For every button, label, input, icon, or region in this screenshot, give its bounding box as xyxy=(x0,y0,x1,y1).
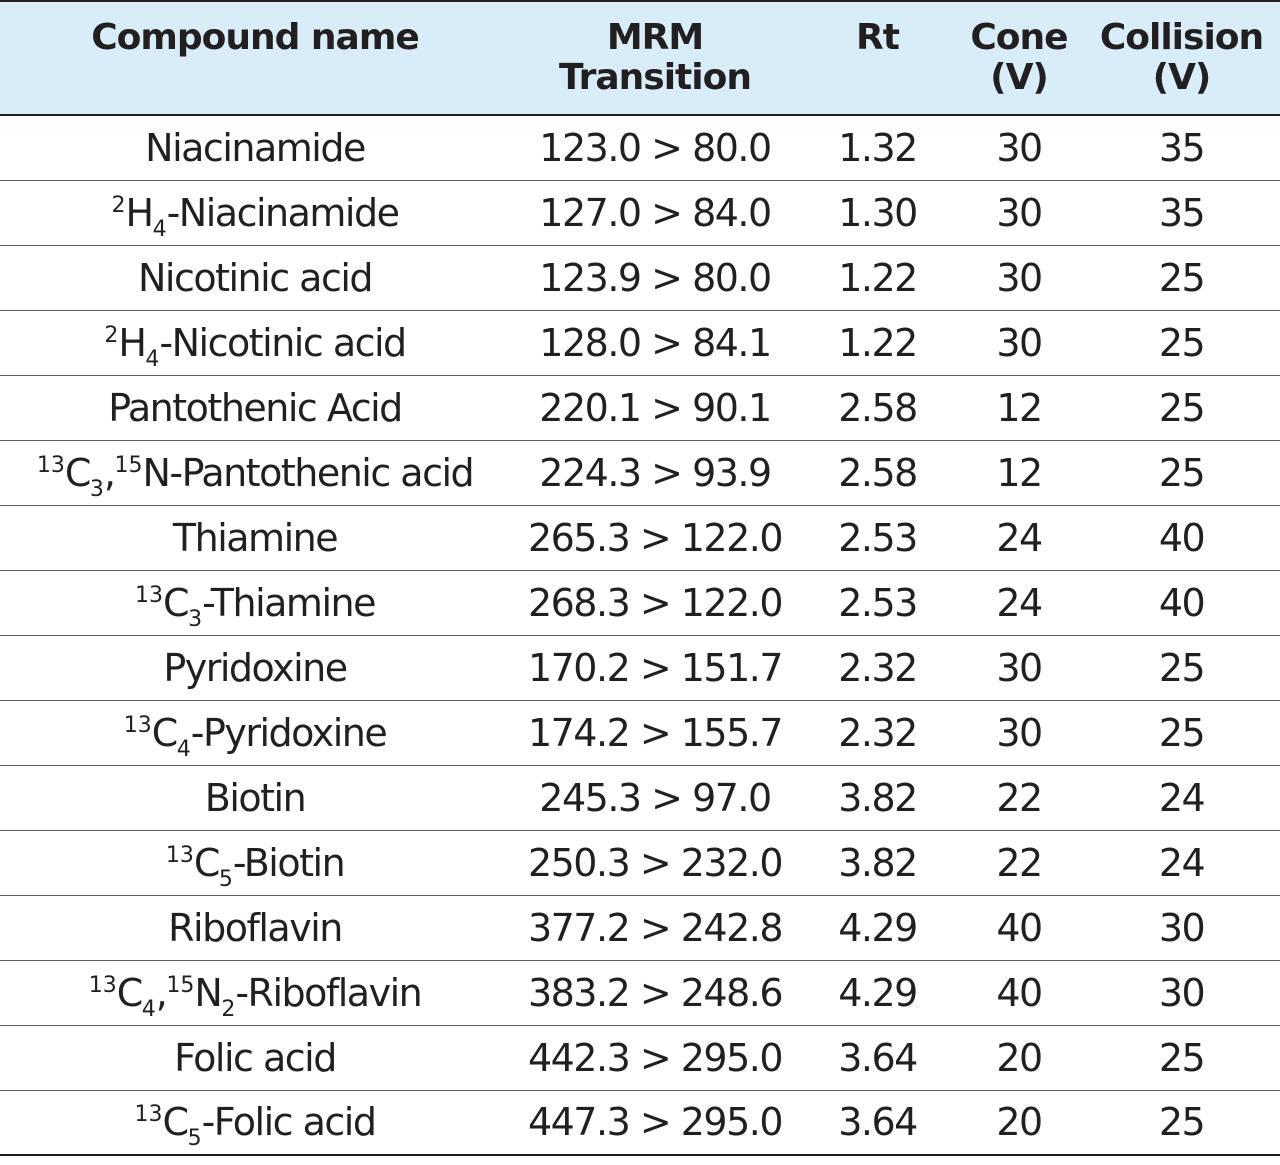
cell-cone-voltage: 30 xyxy=(955,115,1083,180)
compound-name-text: Folic acid xyxy=(174,1035,336,1080)
header-collision-line1: Collision xyxy=(1099,17,1264,58)
cell-compound-name xyxy=(0,960,510,1025)
cell-compound-name xyxy=(0,180,510,245)
compound-name-text: Niacinamide xyxy=(145,125,365,170)
cell-rt: 2.53 xyxy=(800,505,955,570)
atom-count-subscript: 5 xyxy=(218,866,233,892)
compound-name-text: C xyxy=(163,580,189,625)
cell-cone-voltage: 22 xyxy=(955,830,1083,895)
cell-rt: 2.53 xyxy=(800,570,955,635)
cell-cone-voltage: 30 xyxy=(955,635,1083,700)
atom-count-subscript: 4 xyxy=(141,996,156,1022)
compound-name-text: C xyxy=(151,710,177,755)
isotope-superscript: 13 xyxy=(123,712,152,738)
cell-mrm-transition: 123.9 > 80.0 xyxy=(510,245,800,310)
header-cone-voltage xyxy=(955,1,1083,115)
atom-count-subscript: 4 xyxy=(145,346,160,372)
cell-mrm-transition: 447.3 > 295.0 xyxy=(510,1090,800,1155)
cell-rt: 3.82 xyxy=(800,830,955,895)
cell-compound-name xyxy=(0,440,510,505)
compound-name-text: Thiamine xyxy=(172,515,338,560)
cell-mrm-transition: 170.2 > 151.7 xyxy=(510,635,800,700)
cell-mrm-transition: 127.0 > 84.0 xyxy=(510,180,800,245)
cell-mrm-transition: 245.3 > 97.0 xyxy=(510,765,800,830)
cell-rt: 1.22 xyxy=(800,245,955,310)
compound-name-text: Biotin xyxy=(204,775,306,820)
compound-name-text: -Nicotinic acid xyxy=(159,320,406,365)
table-row xyxy=(0,115,1280,180)
header-compound-name: Compound name xyxy=(0,1,510,115)
compound-name-text: C xyxy=(116,970,142,1015)
compound-name-text: -Niacinamide xyxy=(166,190,399,235)
compound-name-text: C xyxy=(162,1100,188,1145)
cell-mrm-transition: 377.2 > 242.8 xyxy=(510,895,800,960)
isotope-superscript: 15 xyxy=(166,972,195,998)
cell-compound-name xyxy=(0,1090,510,1155)
cell-compound-name xyxy=(0,700,510,765)
cell-compound-name xyxy=(0,570,510,635)
cell-rt: 4.29 xyxy=(800,960,955,1025)
cell-cone-voltage: 30 xyxy=(955,700,1083,765)
cell-collision-voltage: 25 xyxy=(1083,700,1280,765)
table-row xyxy=(0,895,1280,960)
cell-compound-name xyxy=(0,245,510,310)
table-row xyxy=(0,570,1280,635)
cell-cone-voltage: 22 xyxy=(955,765,1083,830)
cell-rt: 1.30 xyxy=(800,180,955,245)
compound-name-text: H xyxy=(118,320,146,365)
cell-collision-voltage: 25 xyxy=(1083,245,1280,310)
header-cone-line1: Cone xyxy=(970,17,1068,58)
cell-compound-name xyxy=(0,375,510,440)
cell-compound-name xyxy=(0,1025,510,1090)
cell-compound-name xyxy=(0,895,510,960)
compound-name-text: Pyridoxine xyxy=(163,645,347,690)
cell-rt: 2.32 xyxy=(800,635,955,700)
compound-name-text: , xyxy=(103,450,115,495)
compound-name-text: N-Pantothenic acid xyxy=(142,450,474,495)
cell-compound-name xyxy=(0,115,510,180)
cell-rt: 2.58 xyxy=(800,440,955,505)
cell-compound-name xyxy=(0,505,510,570)
isotope-superscript: 15 xyxy=(114,452,143,478)
compound-name-text: -Pyridoxine xyxy=(190,710,387,755)
table-row xyxy=(0,505,1280,570)
cell-compound-name xyxy=(0,635,510,700)
cell-rt: 2.32 xyxy=(800,700,955,765)
isotope-superscript: 2 xyxy=(104,322,119,348)
table-row xyxy=(0,180,1280,245)
compound-name-text: -Riboflavin xyxy=(235,970,422,1015)
table-row xyxy=(0,960,1280,1025)
cell-collision-voltage: 40 xyxy=(1083,570,1280,635)
isotope-superscript: 13 xyxy=(88,972,117,998)
cell-collision-voltage: 40 xyxy=(1083,505,1280,570)
isotope-superscript: 13 xyxy=(165,842,194,868)
table-row xyxy=(0,440,1280,505)
table-row xyxy=(0,1025,1280,1090)
cell-rt: 4.29 xyxy=(800,895,955,960)
cell-collision-voltage: 35 xyxy=(1083,115,1280,180)
header-row xyxy=(0,1,1280,115)
cell-collision-voltage: 25 xyxy=(1083,375,1280,440)
cell-rt: 3.64 xyxy=(800,1025,955,1090)
atom-count-subscript: 2 xyxy=(221,996,236,1022)
compound-name-text: -Biotin xyxy=(232,840,345,885)
header-cone-line2: (V) xyxy=(990,57,1048,98)
compound-name-text: Pantothenic Acid xyxy=(108,385,402,430)
table-row xyxy=(0,700,1280,765)
cell-mrm-transition: 174.2 > 155.7 xyxy=(510,700,800,765)
cell-rt: 1.32 xyxy=(800,115,955,180)
cell-collision-voltage: 30 xyxy=(1083,895,1280,960)
table-row xyxy=(0,1090,1280,1155)
cell-collision-voltage: 25 xyxy=(1083,310,1280,375)
cell-collision-voltage: 35 xyxy=(1083,180,1280,245)
cell-cone-voltage: 20 xyxy=(955,1090,1083,1155)
cell-mrm-transition: 268.3 > 122.0 xyxy=(510,570,800,635)
compound-name-text: -Thiamine xyxy=(202,580,375,625)
cell-cone-voltage: 40 xyxy=(955,895,1083,960)
cell-rt: 3.82 xyxy=(800,765,955,830)
header-collision-voltage xyxy=(1083,1,1280,115)
header-rt: Rt xyxy=(800,1,955,115)
compound-name-text: C xyxy=(193,840,219,885)
header-collision-line2: (V) xyxy=(1152,57,1211,98)
table-row xyxy=(0,830,1280,895)
isotope-superscript: 13 xyxy=(135,582,164,608)
cell-mrm-transition: 128.0 > 84.1 xyxy=(510,310,800,375)
header-mrm-transition: MRM Transition xyxy=(510,1,800,115)
isotope-superscript: 13 xyxy=(134,1102,163,1128)
cell-cone-voltage: 30 xyxy=(955,180,1083,245)
isotope-superscript: 2 xyxy=(111,192,126,218)
table-row xyxy=(0,310,1280,375)
cell-cone-voltage: 12 xyxy=(955,440,1083,505)
cell-collision-voltage: 24 xyxy=(1083,830,1280,895)
compound-name-text: H xyxy=(125,190,153,235)
cell-cone-voltage: 30 xyxy=(955,310,1083,375)
cell-mrm-transition: 220.1 > 90.1 xyxy=(510,375,800,440)
cell-compound-name xyxy=(0,765,510,830)
cell-mrm-transition: 442.3 > 295.0 xyxy=(510,1025,800,1090)
cell-mrm-transition: 383.2 > 248.6 xyxy=(510,960,800,1025)
cell-cone-voltage: 20 xyxy=(955,1025,1083,1090)
cell-cone-voltage: 24 xyxy=(955,505,1083,570)
cell-mrm-transition: 224.3 > 93.9 xyxy=(510,440,800,505)
cell-mrm-transition: 250.3 > 232.0 xyxy=(510,830,800,895)
cell-collision-voltage: 25 xyxy=(1083,635,1280,700)
cell-collision-voltage: 25 xyxy=(1083,1025,1280,1090)
cell-rt: 3.64 xyxy=(800,1090,955,1155)
cell-mrm-transition: 123.0 > 80.0 xyxy=(510,115,800,180)
atom-count-subscript: 5 xyxy=(187,1126,202,1152)
compound-name-text: Riboflavin xyxy=(168,905,342,950)
cell-cone-voltage: 40 xyxy=(955,960,1083,1025)
atom-count-subscript: 4 xyxy=(152,216,167,242)
cell-collision-voltage: 24 xyxy=(1083,765,1280,830)
compound-name-text: C xyxy=(64,450,90,495)
table-header xyxy=(0,1,1280,115)
cell-cone-voltage: 24 xyxy=(955,570,1083,635)
table-row xyxy=(0,375,1280,440)
compound-name-text: Nicotinic acid xyxy=(137,255,373,300)
cell-collision-voltage: 30 xyxy=(1083,960,1280,1025)
table-row xyxy=(0,765,1280,830)
cell-rt: 2.58 xyxy=(800,375,955,440)
atom-count-subscript: 3 xyxy=(188,606,203,632)
compound-name-text: N xyxy=(194,970,222,1015)
compound-name-text: , xyxy=(155,970,167,1015)
compound-name-text: -Folic acid xyxy=(201,1100,376,1145)
table-body xyxy=(0,115,1280,1155)
cell-cone-voltage: 12 xyxy=(955,375,1083,440)
cell-cone-voltage: 30 xyxy=(955,245,1083,310)
atom-count-subscript: 4 xyxy=(176,736,191,762)
isotope-superscript: 13 xyxy=(36,452,65,478)
cell-collision-voltage: 25 xyxy=(1083,1090,1280,1155)
cell-compound-name xyxy=(0,830,510,895)
atom-count-subscript: 3 xyxy=(89,476,104,502)
cell-rt: 1.22 xyxy=(800,310,955,375)
table-row xyxy=(0,245,1280,310)
table-row xyxy=(0,635,1280,700)
cell-compound-name xyxy=(0,310,510,375)
cell-mrm-transition: 265.3 > 122.0 xyxy=(510,505,800,570)
cell-collision-voltage: 25 xyxy=(1083,440,1280,505)
